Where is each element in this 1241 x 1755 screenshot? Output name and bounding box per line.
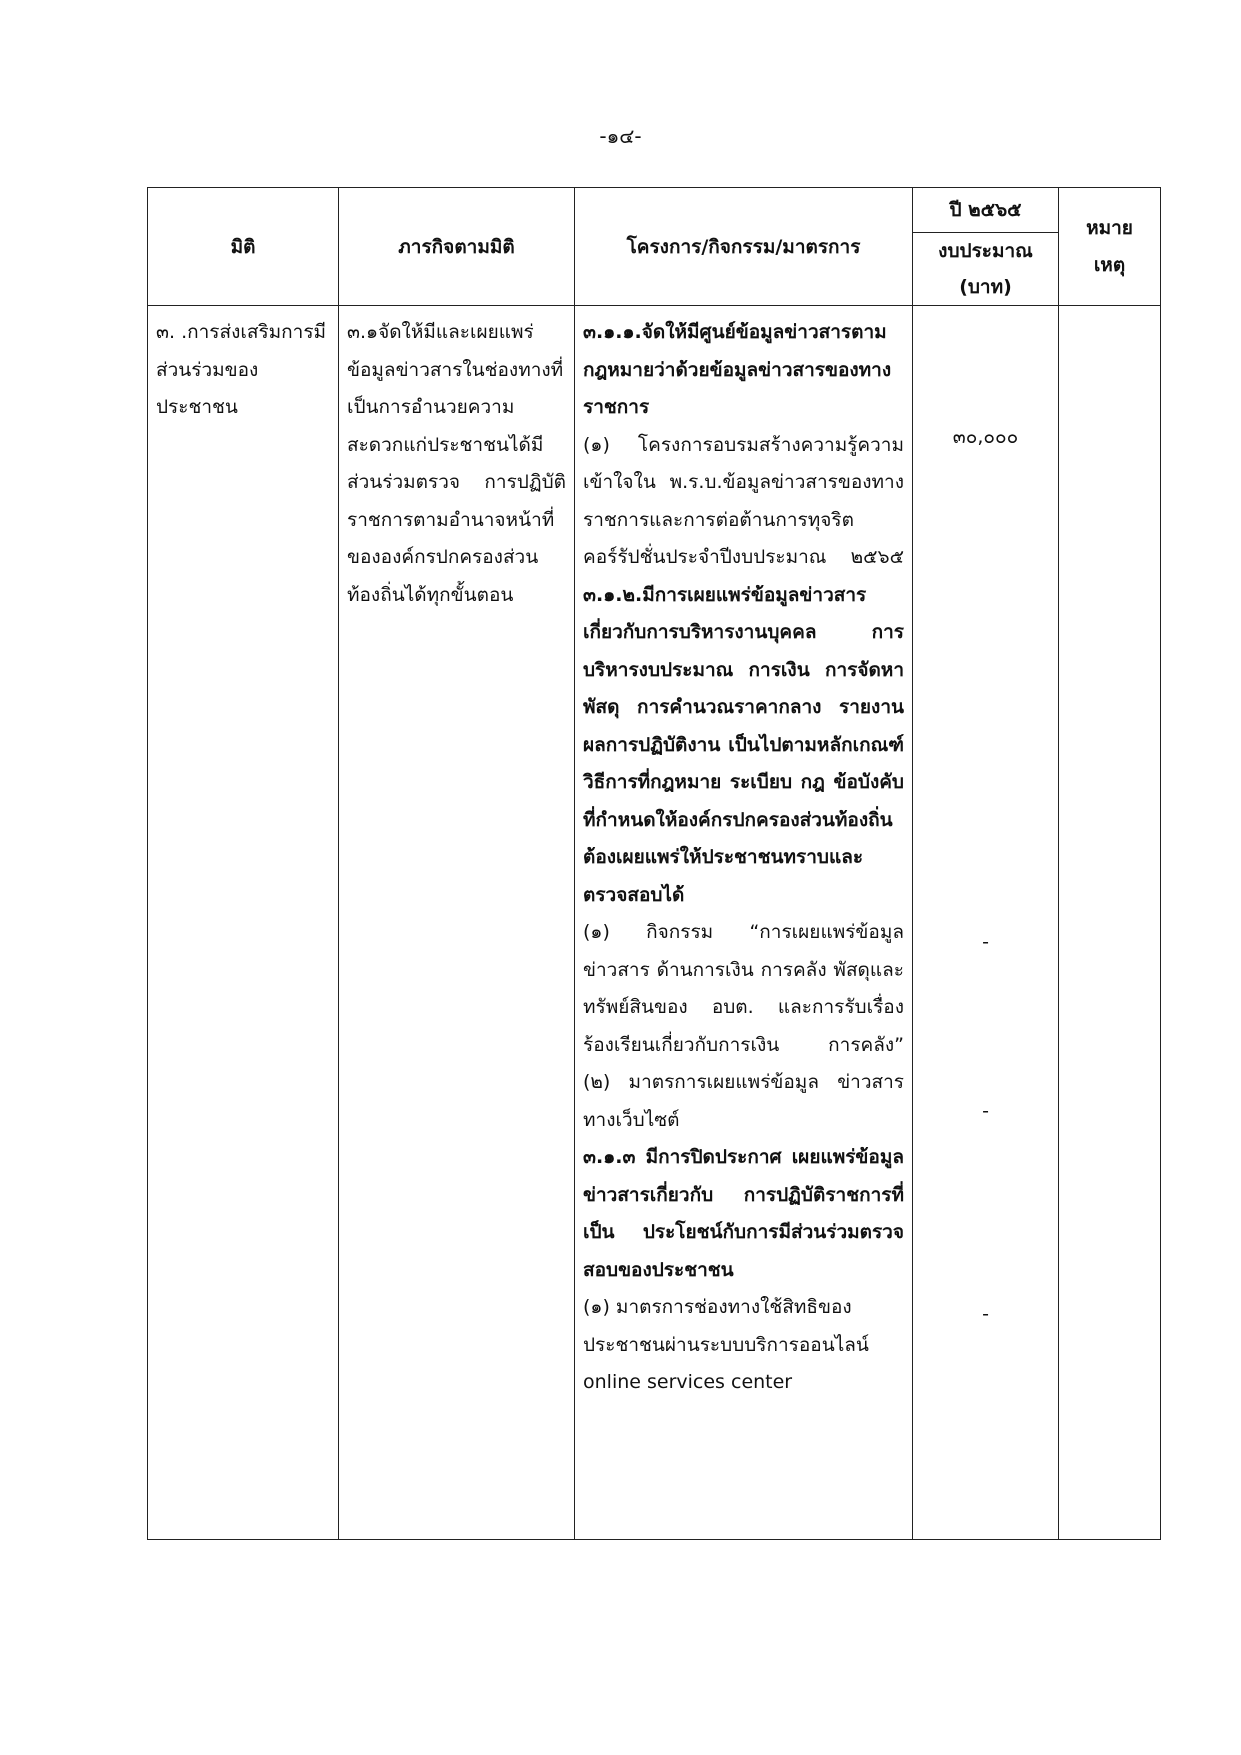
header-project: โครงการ/กิจกรรม/มาตรการ xyxy=(575,188,913,306)
budget-value: - xyxy=(982,1303,989,1325)
project-list xyxy=(575,314,912,1402)
header-year: ปี ๒๕๖๕ xyxy=(913,188,1059,233)
page-number: -๑๔- xyxy=(599,124,642,148)
remark-cell xyxy=(1059,306,1161,1540)
budget-value: ๓๐,๐๐๐ xyxy=(952,426,1019,448)
budget-cell xyxy=(913,306,1059,1540)
project-activity: (๑) กิจกรรม “การเผยแพร่ข้อมูลข่าวสาร ด้านการเงิน การคลัง พัสดุและทรัพย์สินของ อบต. และการรับเรื่อง ร้องเรียนเกี่ยวกับการเงิน การคลัง” xyxy=(583,921,904,1056)
project-heading: ๓.๑.๒.มีการเผยแพร่ข้อมูลข่าวสารเกี่ยวกับการบริหารงานบุคคล การบริหารงบประมาณ การเงิน การจัดหาพัสดุ การคำนวณราคากลาง รายงานผลการปฏิบัติงาน เป็นไปตามหลักเกณฑ์ วิธีการที่กฎหมาย ระเบียบ กฎ ข้อบังคับที่กำหนดให้องค์กรปกครองส่วนท้องถิ่น ต้องเผยแพร่ให้ประชาชนทราบและตรวจสอบได้ xyxy=(583,583,904,906)
budget-value: - xyxy=(982,931,989,953)
header-remark: หมาย เหตุ xyxy=(1059,188,1161,306)
plan-table xyxy=(147,187,1161,1540)
budget-value: - xyxy=(982,1100,989,1122)
project-activity: (๑) มาตรการช่องทางใช้สิทธิของประชาชนผ่านระบบบริการออนไลน์ online services center xyxy=(583,1296,869,1393)
project-cell xyxy=(575,306,913,1540)
mission-cell xyxy=(339,306,575,1540)
dimension-text: ๓. .การส่งเสริมการมีส่วนร่วมของประชาชน xyxy=(156,321,327,418)
header-mission: ภารกิจตามมิติ xyxy=(339,188,575,306)
project-activity: (๑) โครงการอบรมสร้างความรู้ความเข้าใจใน พ.ร.บ.ข้อมูลข่าวสารของทางราชการและการต่อต้านการทุจริตคอร์รัปชั่นประจำปีงบประมาณ ๒๕๖๕ xyxy=(583,433,904,568)
project-heading: ๓.๑.๓ มีการปิดประกาศ เผยแพร่ข้อมูลข่าวสารเกี่ยวกับ การปฏิบัติราชการที่เป็น ประโยชน์กับการมีส่วนร่วมตรวจสอบของประชาชน xyxy=(583,1146,904,1281)
project-heading: ๓.๑.๑.จัดให้มีศูนย์ข้อมูลข่าวสารตามกฎหมายว่าด้วยข้อมูลข่าวสารของทางราชการ xyxy=(583,321,892,418)
mission-text: ๓.๑จัดให้มีและเผยแพร่ข้อมูลข่าวสารในช่องทางที่เป็นการอำนวยความสะดวกแก่ประชาชนได้มีส่วนร่วมตรวจ การปฏิบัติราชการตามอำนาจหน้าที่ขององค์กรปกครองส่วนท้องถิ่นได้ทุกขั้นตอน xyxy=(347,321,566,606)
project-activity: (๒) มาตรการเผยแพร่ข้อมูล ข่าวสารทางเว็บไซต์ xyxy=(583,1071,904,1131)
header-dimension: มิติ xyxy=(148,188,339,306)
dimension-cell xyxy=(148,306,339,1540)
budget-values xyxy=(913,314,1058,1539)
header-budget: งบประมาณ (บาท) xyxy=(913,233,1059,306)
